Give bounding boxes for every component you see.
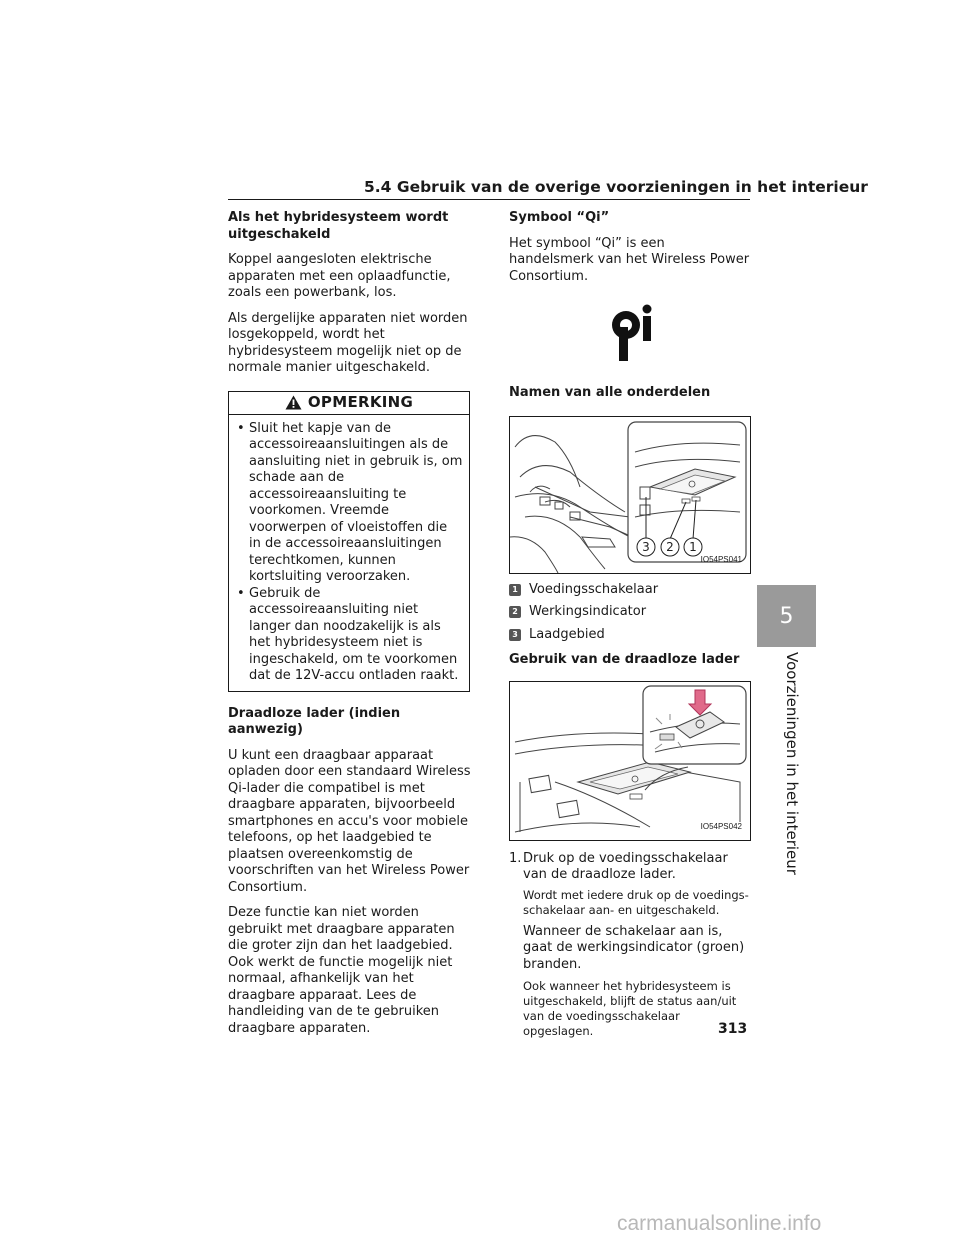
console-illustration — [510, 417, 750, 573]
notice-bullet: • Gebruik de accessoireaansluiting niet langer dan noodzakelijk is als het hybridesysteem niet is ingeschakeld, om te voorkomen dat de 12V-accu ontladen raakt. — [237, 586, 463, 685]
charger-figure — [509, 681, 751, 841]
qi-heading: Symbool “Qi” — [509, 210, 610, 225]
notice-bullet: • Sluit het kapje van de accessoireaansluitingen als de aansluiting niet in gebruik is, om schade aan de accessoireaansluiting te voorkomen. Vreemde voorwerpen of vloeistoffen die in de accessoireaansluitingen terechtkomen, kunnen kortsluiting veroorzaken. — [237, 421, 463, 586]
watermark: carmanualsonline.info — [617, 1212, 822, 1235]
callout-2: 2 — [666, 539, 674, 554]
part-number-badge: 1 — [509, 584, 521, 596]
step-note: Ook wanneer het hybridesysteem is uitgeschakeld, blijft de status aan/uit van de voedingsschakelaar opgeslagen. — [523, 979, 737, 1038]
callout-1: 1 — [689, 539, 697, 554]
page-number: 313 — [718, 1021, 748, 1037]
notice-body — [229, 415, 469, 691]
header-divider — [228, 199, 750, 200]
step-number: 1. — [509, 850, 522, 866]
left-column — [228, 210, 473, 1046]
right-column — [509, 210, 753, 1045]
warning-icon — [285, 395, 302, 410]
use-heading: Gebruik van de draadloze lader — [509, 652, 740, 667]
chapter-tab: 5 — [757, 585, 816, 647]
off-paragraph-1: Koppel aangesloten elektrische apparaten met een oplaadfunctie, zoals een powerbank, los. — [228, 252, 451, 300]
qi-text: Het symbool “Qi” is een handelsmerk van het Wireless Power Consortium. — [509, 235, 750, 284]
wireless-heading: Draadloze lader (indien aanwezig) — [228, 705, 401, 737]
part-number-badge: 2 — [509, 606, 521, 618]
figure-code: IO54PS042 — [700, 822, 742, 831]
part-item — [509, 627, 753, 644]
wireless-paragraph-2: Deze functie kan niet worden gebruikt met draagbare apparaten die groter zijn dan het laadgebied. Ook werkt de functie mogelijk niet normaal, afhankelijk van het draagbare apparaat. Lees de handleiding van de te gebruiken draagbare apparaten. — [228, 905, 455, 1036]
notice-header — [229, 392, 469, 415]
section-title: 5.4 Gebruik van de overige voorzieningen in het interieur — [364, 178, 868, 196]
step-text-2: Wanneer de schakelaar aan is, gaat de werkingsindicator (groen) branden. — [523, 923, 745, 972]
off-paragraph-2: Als dergelijke apparaten niet worden losgekoppeld, wordt het hybridesysteem mogelijk niet op de normale manier uitgeschakeld. — [228, 310, 468, 375]
console-figure — [509, 416, 751, 574]
wireless-paragraph-1: U kunt een draagbaar apparaat opladen door een standaard Wireless Qi-lader die compatibel is met draagbare apparaten, bijvoorbeeld smartphones en accu's voor mobiele telefoons, op het laadgebied te plaatsen overeenkomstig de voorschriften van het Wireless Power Consortium. — [228, 747, 471, 895]
charger-illustration — [510, 682, 750, 840]
part-number-badge: 3 — [509, 629, 521, 641]
figure-code: IO54PS041 — [700, 555, 742, 564]
off-heading: Als het hybridesysteem wordt uitgeschakeld — [228, 210, 449, 242]
part-label: Laadgebied — [529, 626, 605, 642]
notice-box — [228, 391, 470, 692]
qi-logo-icon — [609, 303, 653, 363]
notice-title: OPMERKING — [307, 393, 414, 412]
part-item — [509, 604, 753, 621]
chapter-label: Voorzieningen in het interieur — [783, 652, 801, 875]
step-note: Wordt met iedere druk op de voedings-schakelaar aan- en uitgeschakeld. — [523, 887, 749, 917]
parts-heading: Namen van alle onderdelen — [509, 385, 711, 400]
part-label: Voedingsschakelaar — [529, 581, 659, 597]
part-label: Werkingsindicator — [529, 604, 647, 619]
step-1 — [509, 851, 753, 884]
step-text: Druk op de voedingsschakelaar van de draadloze lader. — [523, 850, 728, 882]
part-item — [509, 582, 753, 599]
callout-3: 3 — [642, 539, 650, 554]
